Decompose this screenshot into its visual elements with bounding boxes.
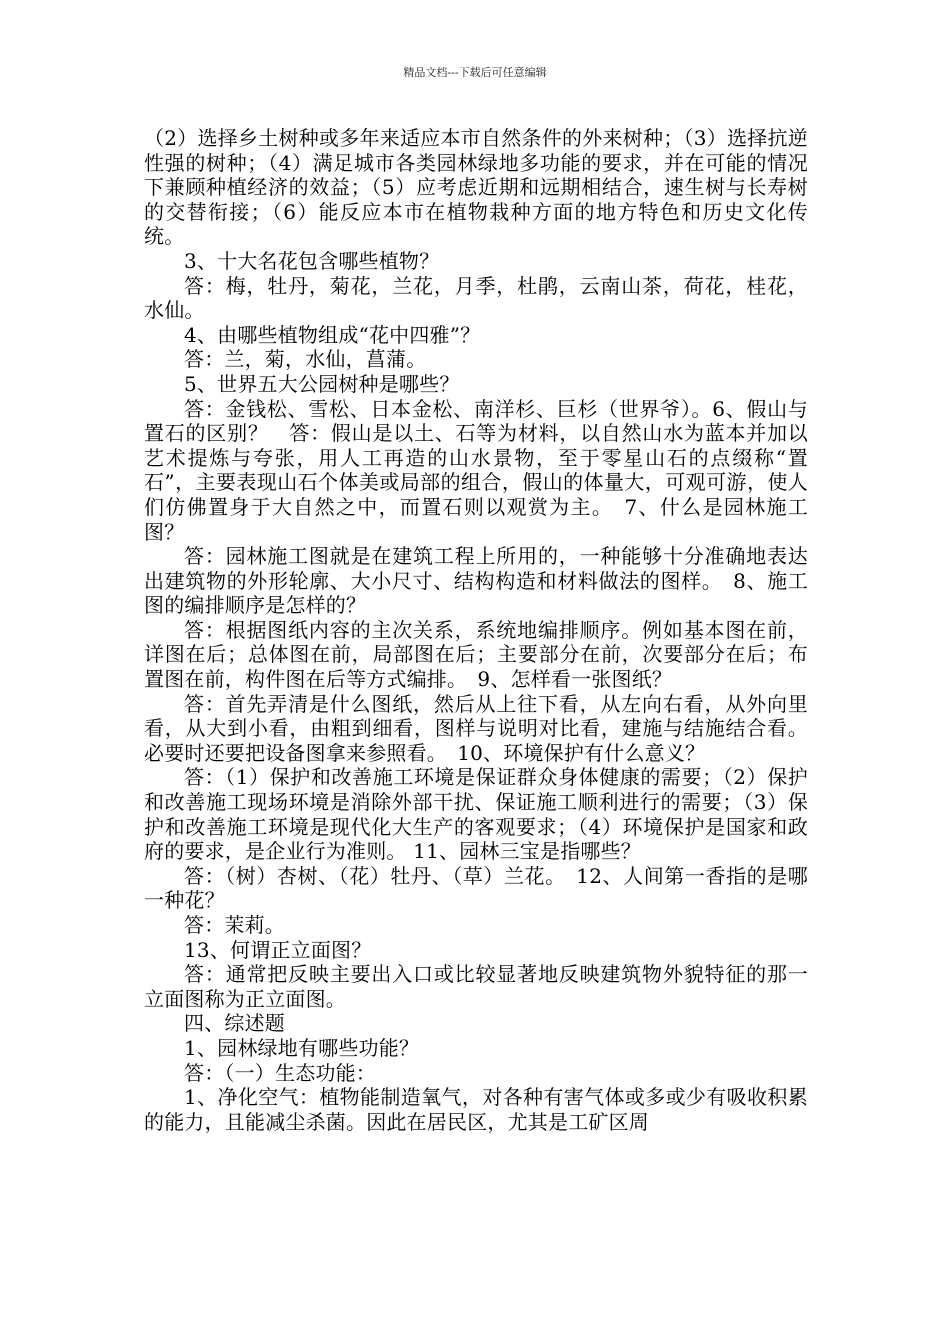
answer-12: 答：茉莉。 xyxy=(184,913,285,937)
question-3: 3、十大名花包含哪些植物？ xyxy=(184,248,440,273)
answer-11-question-12: 答：（树）杏树、（花）牡丹、（草）兰花。 12、人间第一香指的是哪一种花？ xyxy=(144,863,808,913)
paragraph: （2）选择乡土树种或多年来适应本市自然条件的外来树种；（3）选择抗逆性强的树种；（4）满足城市各类园林绿地多功能的要求，并在可能的情况下兼顾种植经济的效益；（5）应考虑近期和远期相结合，速生树与长寿树的交替衔接；（6）能反应本市在植物栽种方面的地方特色和历史文化传统。 xyxy=(144,126,808,249)
page-header: 精品文档---下载后可任意编辑 xyxy=(403,66,547,79)
answer-13: 答：通常把反映主要出入口或比较显著地反映建筑物外貌特征的那一立面图称为正立面图。 xyxy=(144,962,808,1011)
answer-4: 答：兰，菊，水仙，菖蒲。 xyxy=(184,347,427,372)
answer-8-question-9: 答：根据图纸内容的主次关系，系统地编排顺序。例如基本图在前，详图在后；总体图在前，局部图在后；主要部分在前，次要部分在后；布置图在前，构件图在后等方式编排。 9、怎样看一张图纸？ xyxy=(144,617,808,692)
document-body xyxy=(144,126,808,1134)
question-4: 4、由哪些植物组成“花中四雅”？ xyxy=(184,322,481,347)
answer-10-question-11: 答：（1）保护和改善施工环境是保证群众身体健康的需要；（2）保护和改善施工现场环境是消除外部干扰、保证施工顺利进行的需要；（3）保护和改善施工环境是现代化大生产的客观要求；（4）环境保护是国家和政府的要求，是企业行为准则。 11、园林三宝是指哪些？ xyxy=(144,765,808,864)
answer-9-question-10: 答：首先弄清是什么图纸，然后从上往下看，从左向右看，从外向里看，从大到小看，由粗到细看，图样与说明对比看，建施与结施结合看。必要时还要把设备图拿来参照看。 10、环境保护有什么意义？ xyxy=(144,691,808,765)
essay-answer-point-1: 1、净化空气：植物能制造氧气，对各种有害气体或多或少有吸收积累的能力，且能减尘杀菌。因此在居民区，尤其是工矿区周 xyxy=(144,1085,808,1134)
essay-answer-intro: 答：（一）生态功能： xyxy=(184,1060,376,1085)
answer-5-question-6-7: 答：金钱松、雪松、日本金松、南洋杉、巨杉（世界爷）。6、假山与置石的区别？ 答：假山是以土、石等为材料，以自然山水为蓝本并加以艺术提炼与夸张，用人工再造的山水景物，至于零星山石的点缀称“置石”，主要表现山石个体美或局部的组合，假山的体量大，可观可游，使人们仿佛置身于大自然之中，而置石则以观赏为主。 7、什么是园林施工图？ xyxy=(144,396,808,544)
answer-3: 答：梅，牡丹，菊花，兰花，月季，杜鹃，云南山茶，荷花，桂花，水仙。 xyxy=(144,273,808,323)
section-heading: 四、综述题 xyxy=(184,1011,285,1036)
question-5: 5、世界五大公园树种是哪些？ xyxy=(184,371,460,396)
essay-question-1: 1、园林绿地有哪些功能？ xyxy=(184,1035,420,1060)
question-13: 13、何谓正立面图？ xyxy=(184,937,372,962)
answer-7-question-8: 答：园林施工图就是在建筑工程上所用的，一种能够十分准确地表达出建筑物的外形轮廓、大小尺寸、结构构造和材料做法的图样。 8、施工图的编排顺序是怎样的？ xyxy=(144,544,808,618)
